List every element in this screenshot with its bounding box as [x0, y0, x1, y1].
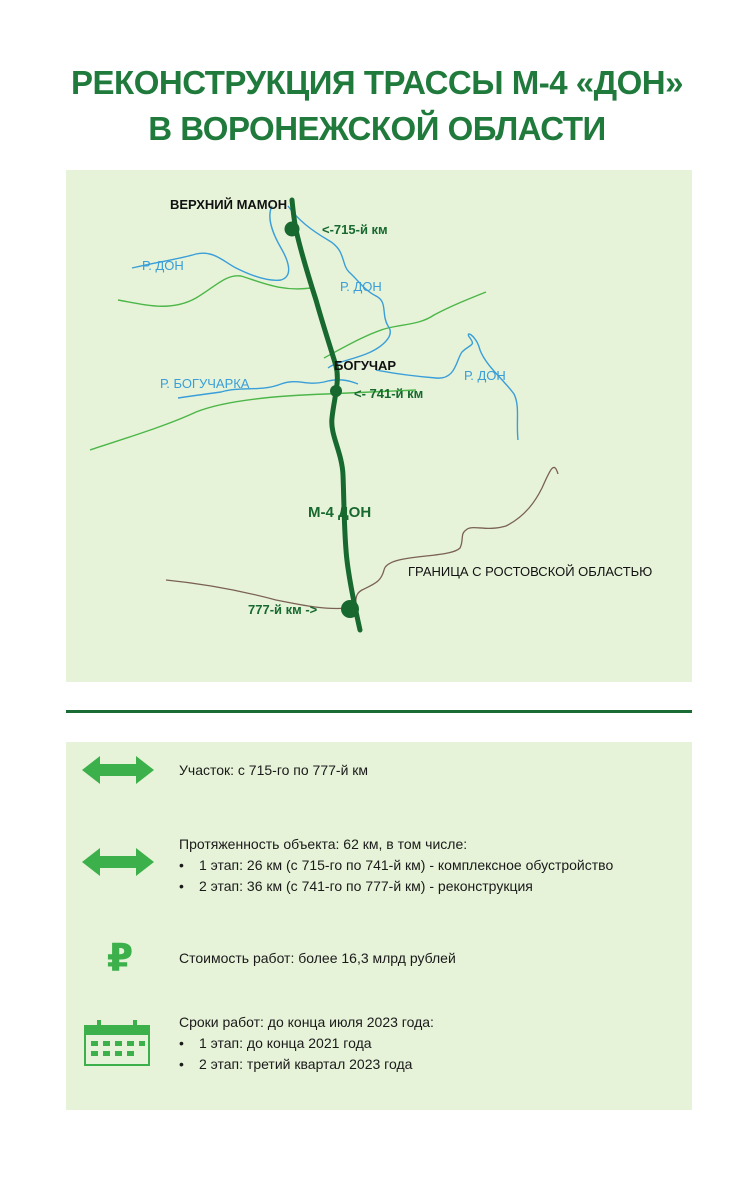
info-panel [66, 742, 692, 1110]
town-boguchar: БОГУЧАР [334, 358, 397, 373]
map-canvas [66, 170, 692, 682]
timing-item-2: • 2 этап: третий квартал 2023 года [179, 1054, 434, 1075]
double-arrow-icon [82, 756, 154, 784]
river-label-bogucharka: Р. БОГУЧАРКА [160, 376, 250, 391]
marker-777-km [341, 600, 359, 618]
timing-item-1: • 1 этап: до конца 2021 года [179, 1033, 434, 1054]
title-line-2: В ВОРОНЕЖСКОЙ ОБЛАСТИ [148, 110, 606, 147]
km-label-715: <-715-й км [322, 222, 388, 237]
calendar-icon [84, 1018, 150, 1066]
section-divider [66, 710, 692, 713]
border-label: ГРАНИЦА С РОСТОВСКОЙ ОБЛАСТЬЮ [408, 564, 653, 579]
km-label-741: <- 741-й км [354, 386, 424, 401]
marker-715-km [285, 222, 300, 237]
section-text: Участок: с 715-го по 777-й км [179, 762, 369, 778]
river-label-don-3: Р. ДОН [464, 368, 506, 383]
length-heading: Протяженность объекта: 62 км, в том числе: [179, 836, 468, 852]
road-label-m4: М-4 ДОН [308, 504, 372, 521]
timing-block [179, 1012, 434, 1075]
river-label-don-1: Р. ДОН [142, 258, 184, 273]
timing-list [179, 1033, 434, 1075]
m4-don-road [292, 200, 360, 630]
local-road-east [324, 292, 486, 358]
river-label-don-2: Р. ДОН [340, 279, 382, 294]
ruble-icon: ₽ [106, 936, 134, 980]
length-item-1: • 1 этап: 26 км (с 715-го по 741-й км) - комплексное обустройство [179, 855, 613, 876]
length-list [179, 855, 613, 897]
title-line-1: РЕКОНСТРУКЦИЯ ТРАССЫ М-4 «ДОН» [71, 64, 683, 101]
page-title [0, 60, 754, 152]
double-arrow-icon [82, 848, 154, 876]
map-panel [66, 170, 692, 682]
length-item-2: • 2 этап: 36 км (с 741-го по 777-й км) - реконструкция [179, 876, 613, 897]
length-block [179, 834, 613, 897]
km-label-777: 777-й км -> [248, 602, 318, 617]
regional-border [166, 467, 558, 608]
town-verkhniy-mamon: ВЕРХНИЙ МАМОН [170, 197, 288, 212]
marker-741-km [330, 385, 342, 397]
timing-heading: Сроки работ: до конца июля 2023 года: [179, 1014, 434, 1030]
cost-text: Стоимость работ: более 16,3 млрд рублей [179, 950, 456, 966]
